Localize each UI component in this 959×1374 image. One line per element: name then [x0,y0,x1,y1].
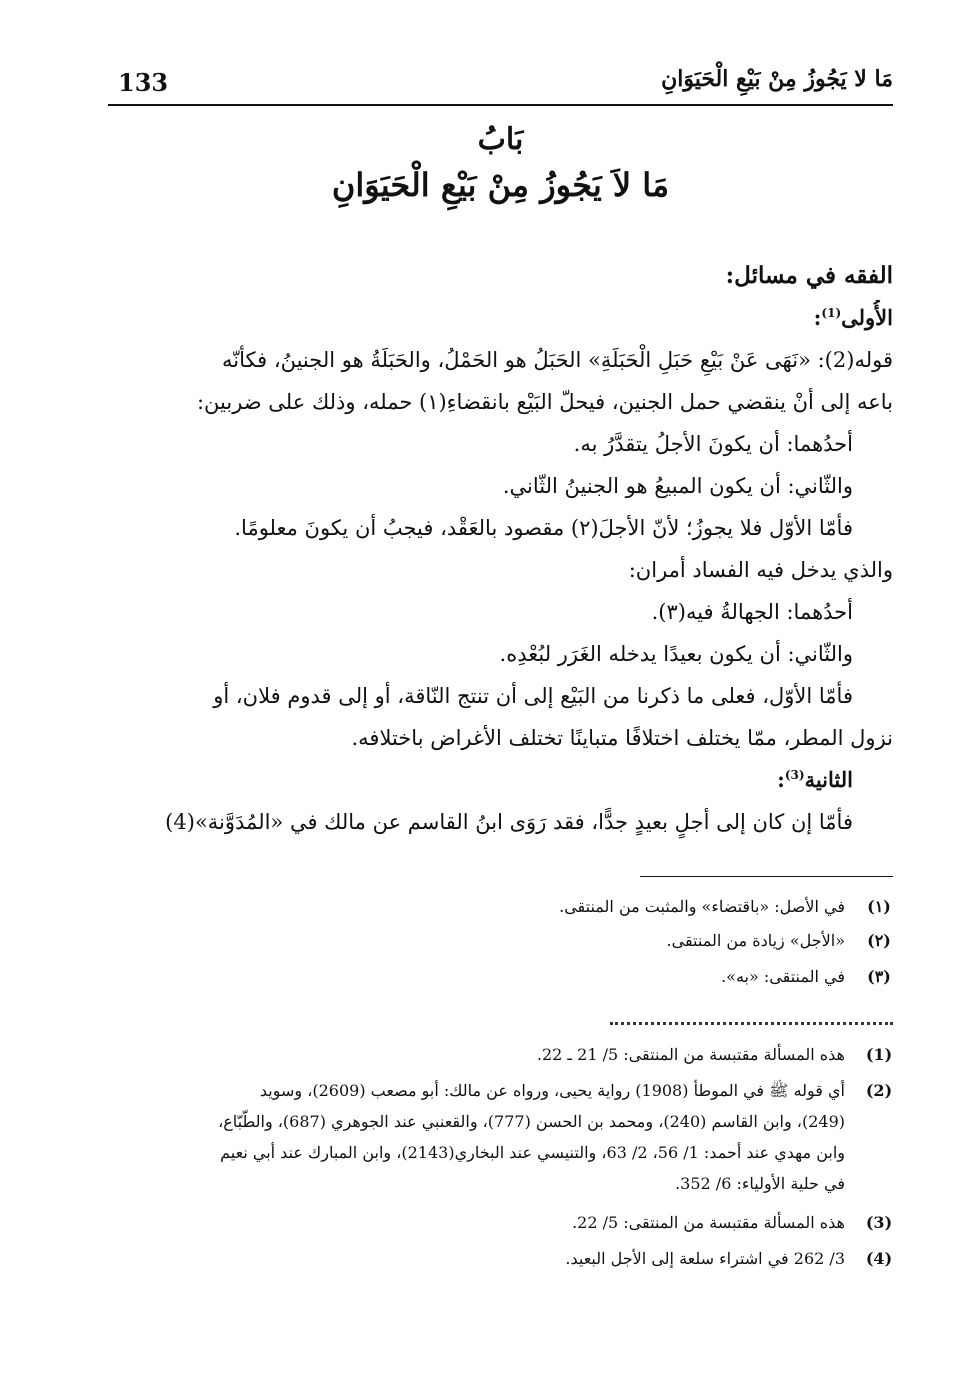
footnote-b-2 [108,1076,893,1200]
page-header [108,62,893,106]
footnote-number: (٣) [867,967,891,986]
page-number: 133 [118,68,169,97]
text-line-8: والثّاني: أن يكون بعيدًا يدخله الغَرَر لبُعْدِه. [499,642,853,666]
second-label-text: الثانية [804,767,853,792]
first-label-ref: (1) [821,306,842,320]
footnote-number: (١) [867,897,891,916]
footnote-text: في الأصل: «باقتضاء» والمثبت من المنتقى. [559,897,845,916]
text-line-4: والثّاني: أن يكون المبيعُ هو الجنينُ الثّاني. [502,474,853,498]
text-line-10: نزول المطر، ممّا يختلف اختلافًا متباينًا تختلف الأغراض باختلافه. [351,726,893,750]
footnote-text: «الأجل» زيادة من المنتقى. [666,931,845,950]
footnote-a-2 [108,926,893,956]
footnote-text: هذه المسألة مقتبسة من المنتقى: 5/ 22. [572,1213,845,1232]
text-line-3: أحدُهما: أن يكونَ الأجلُ يتقدَّرُ به. [573,432,853,456]
footnote-b-1 [108,1040,893,1070]
footnote-a-1 [108,892,893,922]
text-line-11: فأمّا إن كان إلى أجلٍ بعيدٍ جدًّا، فقد رَوَى ابنُ القاسم عن مالك في «المُدَوَّنة»(4) [165,810,853,834]
running-title: مَا لا يَجُوزُ مِنْ بَيْعِ الْحَيَوَانِ [661,66,893,92]
second-label-ref: (3) [784,768,805,782]
footnote-text-line: وابن مهدي عند أحمد: 1/ 56، 2/ 63، والتنيسي عند البخاري(2143)، وابن المبارك عند أبي نعيم [220,1143,845,1162]
first-issue-label: الأُولى$^{(1)}$: [813,305,893,330]
footnote-number: (1) [865,1045,893,1064]
chapter-label: بَابُ [477,122,524,157]
section-heading: الفقه في مسائل: [725,262,893,289]
second-issue-label: الثانية$^{(3)}$: [777,767,853,792]
footnote-text-line: في حلية الأولياء: 6/ 352. [675,1174,845,1193]
main-text [108,258,893,848]
text-line-9: فأمّا الأوّل، فعلى ما ذكرنا من البَيْع إلى أن تنتج النّاقة، أو إلى قدوم فلان، أو [213,684,853,708]
footnote-divider [640,876,893,877]
footnote-text: في المنتقى: «به». [721,967,845,986]
chapter-title: مَا لاَ يَجُوزُ مِنْ بَيْعِ الْحَيَوَانِ [331,166,670,204]
text-line-2: باعه إلى أنْ ينقضي حمل الجنين، فيحلّ البَيْع بانقضاءِ(١) حمله، وذلك على ضربين: [196,390,893,414]
footnote-text-line: أي قوله ﷺ في الموطأ (1908) رواية يحيى، ورواه عن مالك: أبو مصعب (2609)، وسويد [259,1081,845,1100]
footnote-text-line: (249)، وابن القاسم (240)، ومحمد بن الحسن (777)، والقعنبي عند الجوهري (687)، والطّبّاع، [218,1112,845,1131]
footnote-number: (٢) [867,931,891,950]
first-label-text: الأُولى [841,305,893,330]
footnote-a-3 [108,962,893,992]
footnote-number: (3) [865,1213,893,1232]
footnote-b-3 [108,1208,893,1238]
footnote-text: هذه المسألة مقتبسة من المنتقى: 5/ 21 ـ 22. [536,1045,845,1064]
text-line-6: والذي يدخل فيه الفساد أمران: [628,558,893,582]
footnote-number: (4) [865,1249,893,1268]
text-line-5: فأمّا الأوّل فلا يجوزُ؛ لأنّ الأجلَ(٢) مقصود بالعَقْد، فيجبُ أن يكونَ معلومًا. [234,516,853,540]
footnote-dotted-divider [610,1022,893,1025]
text-line-1: قوله(2): «نَهَى عَنْ بَيْعِ حَبَلِ الْحَبَلَةِ» الحَبَلُ هو الحَمْلُ، والحَبَلَةُ هو الجنينُ، فكأنّه [222,348,893,372]
text-line-7: أحدُهما: الجهالةُ فيه(٣). [651,600,853,624]
footnote-number: (2) [865,1081,893,1100]
footnote-b-4 [108,1244,893,1274]
footnote-text: 3/ 262 في اشتراء سلعة إلى الأجل البعيد. [565,1249,845,1268]
